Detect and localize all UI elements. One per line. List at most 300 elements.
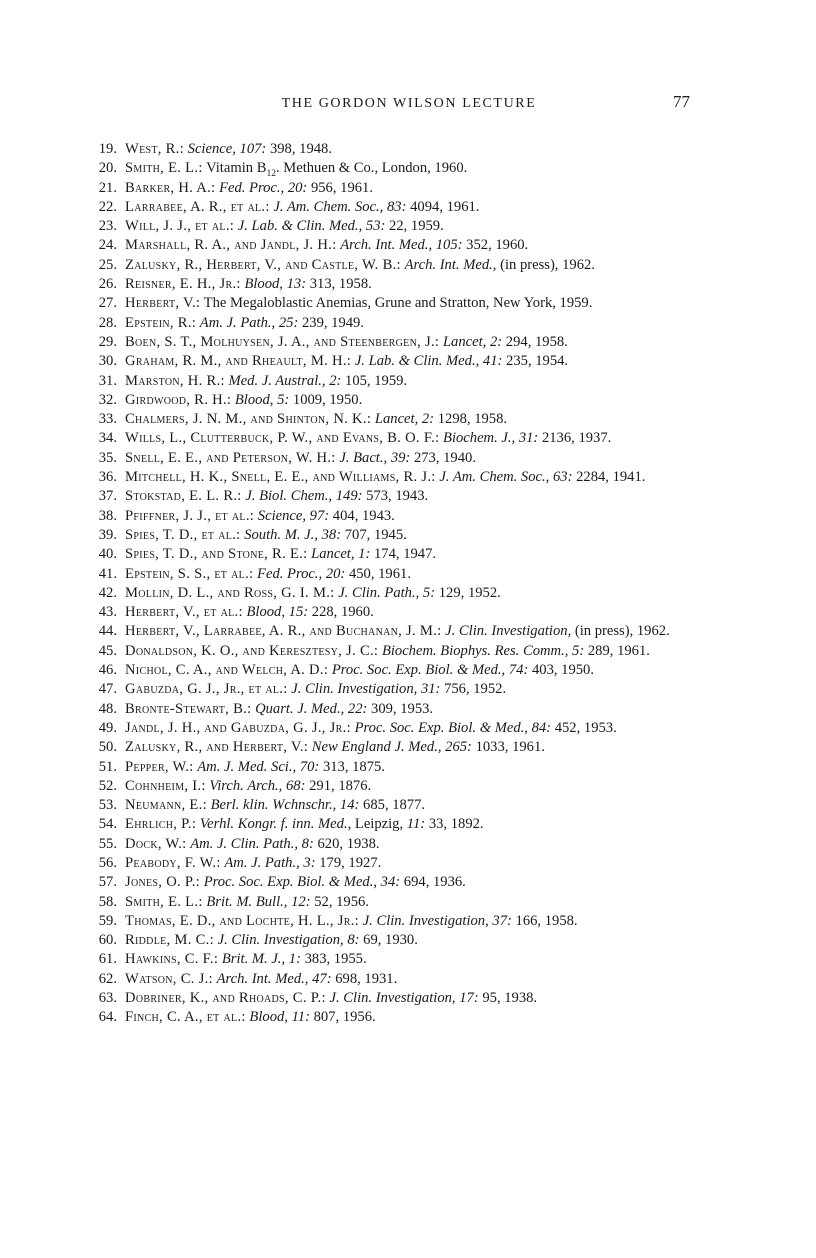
reference-pages-year: 620, 1938.: [317, 835, 380, 852]
reference-volume: 17:: [459, 990, 479, 1007]
reference-text: [125, 314, 695, 333]
reference-journal: Verhl. Kongr. f. inn. Med.,: [199, 816, 352, 833]
reference-volume: 41:: [482, 353, 503, 370]
reference-volume: 2:: [421, 411, 435, 428]
reference-pages-year: 756, 1952.: [444, 681, 507, 698]
reference-item: [95, 565, 695, 584]
reference-pages-year: 33, 1892.: [428, 816, 484, 833]
reference-authors: Mitchell, H. K., Snell, E. E., and Williams, R. J.:: [125, 469, 436, 486]
reference-number: 43.: [98, 604, 117, 621]
reference-number: 46.: [98, 662, 117, 679]
reference-journal: Science,: [187, 141, 236, 157]
reference-number: 42.: [98, 584, 117, 601]
reference-item: [95, 777, 695, 796]
reference-publisher-cont: . Methuen & Co., London, 1960.: [275, 160, 468, 177]
reference-number: 47.: [98, 681, 117, 698]
reference-text: [125, 950, 695, 969]
reference-pages-year: 294, 1958.: [505, 333, 568, 350]
reference-text: [125, 565, 695, 584]
reference-number: 19.: [98, 141, 117, 157]
reference-item: [95, 584, 695, 603]
reference-authors: Cohnheim, I.:: [125, 777, 206, 794]
reference-item: [95, 372, 695, 391]
reference-text: [125, 680, 695, 699]
reference-text: [125, 854, 695, 873]
reference-text: [125, 391, 695, 410]
running-header: THE GORDON WILSON LECTURE: [281, 96, 537, 111]
reference-volume: 70:: [299, 758, 320, 775]
reference-text: [125, 758, 695, 777]
reference-item: [95, 950, 695, 969]
reference-pages-year: 69, 1930.: [363, 932, 418, 949]
reference-item: [95, 236, 695, 255]
reference-item: [95, 873, 695, 892]
reference-journal: Biochem. Biophys. Res. Comm.,: [381, 642, 569, 659]
reference-pages-year: 707, 1945.: [344, 526, 407, 543]
reference-text: [125, 873, 695, 892]
reference-pages-year: 450, 1961.: [348, 565, 411, 582]
reference-volume: 25:: [278, 314, 299, 331]
reference-volume: 15:: [288, 604, 309, 621]
reference-number: 48.: [98, 700, 117, 717]
reference-volume: 47:: [312, 970, 332, 987]
reference-volume: 53:: [365, 218, 386, 235]
reference-text: [125, 198, 695, 217]
reference-volume: 12:: [291, 893, 311, 910]
reference-authors: Mollin, D. L., and Ross, G. I. M.:: [125, 584, 335, 601]
reference-volume: 5:: [422, 584, 436, 601]
reference-text: [125, 989, 695, 1008]
reference-volume: 105:: [435, 237, 463, 254]
reference-item: [95, 854, 695, 873]
reference-pages-year: 398, 1948.: [269, 141, 332, 157]
reference-authors: Snell, E. E., and Peterson, W. H.:: [125, 449, 336, 466]
reference-number: 61.: [98, 951, 117, 968]
reference-number: 36.: [98, 469, 117, 486]
reference-number: 55.: [98, 835, 117, 852]
reference-text: [125, 526, 695, 545]
reference-number: 31.: [98, 372, 117, 389]
reference-item: [95, 738, 695, 757]
reference-number: 59.: [98, 912, 117, 929]
reference-authors: Jandl, J. H., and Gabuzda, G. J., Jr.:: [125, 719, 351, 736]
reference-number: 20.: [98, 160, 117, 177]
reference-authors: Pepper, W.:: [125, 758, 194, 775]
reference-text: [125, 700, 695, 719]
reference-number: 37.: [98, 488, 117, 505]
reference-journal: Lancet,: [311, 546, 355, 563]
reference-journal: J. Clin. Path.,: [338, 584, 420, 601]
reference-volume: 2:: [489, 333, 503, 350]
reference-item: [95, 294, 695, 313]
reference-authors: Donaldson, K. O., and Keresztesy, J. C.:: [125, 642, 379, 659]
reference-volume: 68:: [286, 777, 306, 794]
reference-journal: Berl. klin. Wchnschr.,: [210, 797, 337, 814]
reference-item: [95, 179, 695, 198]
reference-journal: Lancet,: [374, 411, 419, 428]
reference-volume: 11:: [291, 1009, 310, 1026]
reference-text: [125, 777, 695, 796]
reference-pages-year: 1033, 1961.: [475, 739, 545, 756]
reference-journal: Med. J. Austral.,: [228, 372, 326, 389]
reference-number: 57.: [98, 874, 117, 891]
reference-item: [95, 410, 695, 429]
reference-journal: Lancet,: [442, 333, 487, 350]
reference-authors: Herbert, V., et al.:: [125, 604, 243, 621]
reference-text: [125, 584, 695, 603]
reference-journal: Science,: [257, 507, 307, 524]
reference-text: [125, 179, 695, 198]
reference-text: [125, 140, 695, 159]
reference-authors: Dock, W.:: [125, 835, 187, 852]
reference-number: 27.: [98, 295, 117, 312]
reference-text: [125, 603, 695, 622]
reference-journal: Proc. Soc. Exp. Biol. & Med.,: [203, 874, 378, 891]
reference-text: [125, 507, 695, 526]
reference-journal: Brit. M. J.,: [221, 951, 286, 968]
reference-subscript: 12: [266, 169, 276, 180]
reference-pages-year: 2136, 1937.: [541, 430, 612, 447]
reference-item: [95, 622, 695, 641]
reference-item: [95, 159, 695, 178]
reference-text: [125, 275, 695, 294]
reference-item: [95, 352, 695, 371]
reference-number: 38.: [98, 507, 117, 524]
reference-authors: Finch, C. A., et al.:: [125, 1009, 246, 1026]
reference-pages-year: 807, 1956.: [313, 1009, 376, 1026]
reference-journal: Arch. Int. Med.,: [404, 256, 497, 273]
reference-journal: Blood,: [234, 391, 274, 408]
reference-item: [95, 835, 695, 854]
page-number: 77: [673, 92, 690, 111]
reference-volume: 37:: [492, 912, 512, 929]
reference-pages-year: 573, 1943.: [366, 488, 429, 505]
reference-authors: Will, J. J., et al.:: [125, 218, 235, 235]
reference-authors: Ehrlich, P.:: [125, 816, 197, 833]
reference-pages-year: 698, 1931.: [335, 970, 398, 987]
reference-item: [95, 815, 695, 834]
reference-number: 35.: [98, 449, 117, 466]
reference-item: [95, 275, 695, 294]
reference-number: 45.: [98, 642, 117, 659]
reference-authors: Marston, H. R.:: [125, 372, 225, 389]
reference-pages-year: 235, 1954.: [506, 353, 569, 370]
reference-pages-year: 289, 1961.: [587, 642, 650, 659]
reference-volume: 97:: [309, 507, 330, 524]
reference-pages-year: 95, 1938.: [482, 990, 538, 1007]
reference-authors: Peabody, F. W.:: [125, 854, 221, 871]
reference-item: [95, 661, 695, 680]
reference-number: 39.: [98, 526, 117, 543]
reference-authors: Larrabee, A. R., et al.:: [125, 198, 270, 215]
reference-journal: J. Lab. & Clin. Med.,: [237, 218, 363, 235]
reference-item: [95, 449, 695, 468]
reference-publisher: Vitamin B: [206, 160, 267, 177]
reference-authors: Girdwood, R. H.:: [125, 391, 232, 408]
reference-number: 33.: [98, 411, 117, 428]
reference-volume: 2:: [329, 372, 342, 389]
reference-volume: 20:: [287, 179, 308, 196]
reference-authors: Smith, E. L.:: [125, 893, 203, 910]
reference-journal: Am. J. Path.,: [224, 854, 300, 871]
reference-text: [125, 931, 695, 950]
reference-number: 25.: [98, 256, 117, 273]
reference-authors: Herbert, V., Larrabee, A. R., and Buchanan, J. M.:: [125, 623, 442, 640]
reference-number: 24.: [98, 237, 117, 254]
reference-item: [95, 429, 695, 448]
reference-number: 50.: [98, 739, 117, 756]
reference-text: [125, 159, 695, 178]
reference-text: [125, 738, 695, 757]
reference-pages-year: 403, 1950.: [531, 662, 594, 679]
reference-pages-year: 352, 1960.: [466, 237, 529, 254]
reference-volume: 107:: [239, 141, 267, 157]
reference-item: [95, 391, 695, 410]
reference-journal: Arch. Int. Med.,: [216, 970, 309, 987]
reference-pages-year: 452, 1953.: [554, 719, 617, 736]
reference-text: [125, 835, 695, 854]
reference-pages-year: 309, 1953.: [371, 700, 434, 717]
reference-pages-year: 129, 1952.: [438, 584, 501, 601]
reference-list: [95, 140, 695, 1028]
reference-journal: J. Clin. Investigation,: [217, 932, 344, 949]
reference-pages-year: 694, 1936.: [403, 874, 466, 891]
reference-authors: Herbert, V.:: [125, 295, 201, 312]
reference-number: 40.: [98, 546, 117, 563]
reference-number: 51.: [98, 758, 117, 775]
reference-text: [125, 719, 695, 738]
reference-item: [95, 545, 695, 564]
reference-volume: 1:: [288, 951, 301, 968]
reference-item: [95, 970, 695, 989]
reference-item: [95, 217, 695, 236]
reference-authors: Epstein, S. S., et al.:: [125, 565, 254, 582]
reference-text: [125, 622, 695, 641]
reference-number: 44.: [98, 623, 117, 640]
reference-text: [125, 487, 695, 506]
reference-journal: Blood,: [249, 1009, 288, 1026]
reference-authors: Neumann, E.:: [125, 797, 207, 814]
reference-item: [95, 526, 695, 545]
reference-authors: Spies, T. D., and Stone, R. E.:: [125, 546, 308, 563]
reference-item: [95, 603, 695, 622]
reference-pages-year: 174, 1947.: [374, 546, 437, 563]
reference-authors: Pfiffner, J. J., et al.:: [125, 507, 255, 524]
reference-text: [125, 893, 695, 912]
reference-journal: Arch. Int. Med.,: [340, 237, 433, 254]
reference-authors: Graham, R. M., and Rheault, M. H.:: [125, 353, 352, 370]
reference-volume: 8:: [347, 932, 360, 949]
reference-item: [95, 140, 695, 159]
reference-journal: Virch. Arch.,: [209, 777, 283, 794]
reference-text: [125, 352, 695, 371]
reference-number: 64.: [98, 1009, 117, 1026]
reference-authors: Dobriner, K., and Rhoads, C. P.:: [125, 990, 326, 1007]
reference-journal: J. Clin. Investigation,: [445, 623, 572, 640]
reference-item: [95, 758, 695, 777]
reference-pages-year: 273, 1940.: [413, 449, 476, 466]
reference-volume: 5:: [572, 642, 585, 659]
reference-text: [125, 256, 695, 275]
reference-journal: J. Clin. Investigation,: [362, 912, 489, 929]
reference-authors: Boen, S. T., Molhuysen, J. A., and Steenbergen, J.:: [125, 333, 440, 350]
reference-volume: 39:: [390, 449, 411, 466]
reference-volume: 11:: [406, 816, 426, 833]
reference-number: 21.: [98, 179, 117, 196]
reference-pages-year: 2284, 1941.: [576, 469, 646, 486]
reference-volume: 38:: [321, 526, 342, 543]
reference-text: [125, 217, 695, 236]
reference-authors: Stokstad, E. L. R.:: [125, 488, 242, 505]
reference-item: [95, 487, 695, 506]
reference-item: [95, 1008, 695, 1027]
reference-number: 53.: [98, 797, 117, 814]
reference-number: 52.: [98, 777, 117, 794]
reference-journal: Am. J. Clin. Path.,: [190, 835, 299, 852]
reference-journal: J. Biol. Chem.,: [245, 488, 333, 505]
reference-number: 56.: [98, 854, 117, 871]
reference-pages-year: 239, 1949.: [301, 314, 364, 331]
reference-text: [125, 294, 695, 313]
reference-publisher: Leipzig,: [354, 816, 404, 833]
reference-journal: J. Am. Chem. Soc.,: [273, 198, 384, 215]
reference-pages-year: 166, 1958.: [515, 912, 578, 929]
reference-text: [125, 429, 695, 448]
reference-item: [95, 719, 695, 738]
reference-text: [125, 545, 695, 564]
reference-journal: Blood,: [244, 276, 283, 293]
reference-authors: Epstein, R.:: [125, 314, 197, 331]
reference-number: 30.: [98, 353, 117, 370]
reference-item: [95, 700, 695, 719]
reference-authors: Riddle, M. C.:: [125, 932, 214, 949]
reference-text: [125, 410, 695, 429]
reference-authors: Barker, H. A.:: [125, 179, 216, 196]
reference-pages-year: 1009, 1950.: [292, 391, 363, 408]
reference-number: 49.: [98, 719, 117, 736]
reference-authors: Marshall, R. A., and Jandl, J. H.:: [125, 237, 337, 254]
reference-pages-year: 105, 1959.: [345, 372, 408, 389]
reference-authors: Jones, O. P.:: [125, 874, 201, 891]
reference-number: 29.: [98, 333, 117, 350]
reference-volume: 20:: [325, 565, 346, 582]
reference-journal: Brit. M. Bull.,: [206, 893, 288, 910]
reference-authors: Zalusky, R., Herbert, V., and Castle, W. B.:: [125, 256, 401, 273]
reference-volume: 3:: [303, 854, 316, 871]
reference-number: 28.: [98, 314, 117, 331]
reference-number: 60.: [98, 932, 117, 949]
reference-number: 34.: [98, 430, 117, 447]
reference-item: [95, 796, 695, 815]
reference-number: 22.: [98, 198, 117, 215]
reference-item: [95, 314, 695, 333]
reference-item: [95, 893, 695, 912]
reference-authors: Wills, L., Clutterbuck, P. W., and Evans, B. O. F.:: [125, 430, 440, 447]
reference-authors: Gabuzda, G. J., Jr., et al.:: [125, 681, 288, 698]
reference-authors: Watson, C. J.:: [125, 970, 213, 987]
reference-text: [125, 796, 695, 815]
reference-journal: Blood,: [246, 604, 285, 621]
reference-journal: Quart. J. Med.,: [255, 700, 345, 717]
reference-volume: 1:: [358, 546, 371, 563]
reference-journal: Proc. Soc. Exp. Biol. & Med.,: [331, 662, 506, 679]
reference-journal: J. Clin. Investigation,: [329, 990, 456, 1007]
reference-authors: Reisner, E. H., Jr.:: [125, 276, 241, 293]
reference-journal: Proc. Soc. Exp. Biol. & Med.,: [354, 719, 528, 736]
reference-item: [95, 931, 695, 950]
reference-pages-year: 52, 1956.: [314, 893, 369, 910]
reference-item: [95, 680, 695, 699]
reference-volume: 5:: [277, 391, 290, 408]
reference-text: [125, 815, 695, 834]
reference-pages-year: 4094, 1961.: [410, 198, 480, 215]
reference-volume: 265:: [445, 739, 472, 756]
reference-authors: Chalmers, J. N. M., and Shinton, N. K.:: [125, 411, 372, 428]
reference-volume: 31:: [518, 430, 539, 447]
reference-journal: J. Lab. & Clin. Med.,: [354, 353, 480, 370]
reference-journal: Am. J. Path.,: [199, 314, 276, 331]
reference-volume: 83:: [387, 198, 407, 215]
reference-number: 23.: [98, 218, 117, 235]
reference-authors: West, R.:: [125, 141, 184, 157]
reference-item: [95, 468, 695, 487]
reference-volume: 22:: [347, 700, 368, 717]
reference-pages-year: 1298, 1958.: [437, 411, 508, 428]
reference-pages-year: 383, 1955.: [304, 951, 367, 968]
reference-volume: 74:: [508, 662, 529, 679]
reference-pages-year: 179, 1927.: [319, 854, 382, 871]
reference-journal: J. Am. Chem. Soc.,: [439, 469, 550, 486]
reference-journal: J. Bact.,: [339, 449, 388, 466]
reference-authors: Zalusky, R., and Herbert, V.:: [125, 739, 309, 756]
reference-pages-year: 956, 1961.: [310, 179, 373, 196]
reference-pages-year: 685, 1877.: [363, 797, 426, 814]
reference-item: [95, 198, 695, 217]
reference-journal: South. M. J.,: [244, 526, 318, 543]
reference-text: [125, 372, 695, 391]
reference-text: [125, 661, 695, 680]
reference-journal: J. Clin. Investigation,: [291, 681, 418, 698]
reference-authors: Thomas, E. D., and Lochte, H. L., Jr.:: [125, 912, 360, 929]
reference-volume: 31:: [420, 681, 441, 698]
reference-journal: Fed. Proc.,: [219, 179, 285, 196]
reference-pages-year: 313, 1958.: [309, 276, 372, 293]
reference-authors: Nichol, C. A., and Welch, A. D.:: [125, 662, 329, 679]
reference-item: [95, 507, 695, 526]
reference-text: [125, 970, 695, 989]
reference-volume: 13:: [286, 276, 307, 293]
reference-text: [125, 1008, 695, 1027]
reference-volume: 63:: [552, 469, 573, 486]
reference-number: 41.: [98, 565, 117, 582]
reference-pages-year: (in press), 1962.: [574, 623, 670, 640]
reference-journal: New England J. Med.,: [311, 739, 442, 756]
reference-item: [95, 642, 695, 661]
reference-journal: Fed. Proc.,: [257, 565, 323, 582]
reference-volume: 149:: [335, 488, 363, 505]
reference-number: 54.: [98, 816, 117, 833]
reference-text: [125, 333, 695, 352]
reference-text: [125, 912, 695, 931]
reference-authors: Hawkins, C. F.:: [125, 951, 219, 968]
reference-number: 62.: [98, 970, 117, 987]
reference-volume: 14:: [339, 797, 360, 814]
reference-pages-year: 22, 1959.: [389, 218, 444, 235]
reference-volume: 8:: [301, 835, 314, 852]
reference-volume: 34:: [380, 874, 401, 891]
reference-pages-year: 291, 1876.: [309, 777, 372, 794]
reference-pages-year: (in press), 1962.: [500, 256, 595, 273]
